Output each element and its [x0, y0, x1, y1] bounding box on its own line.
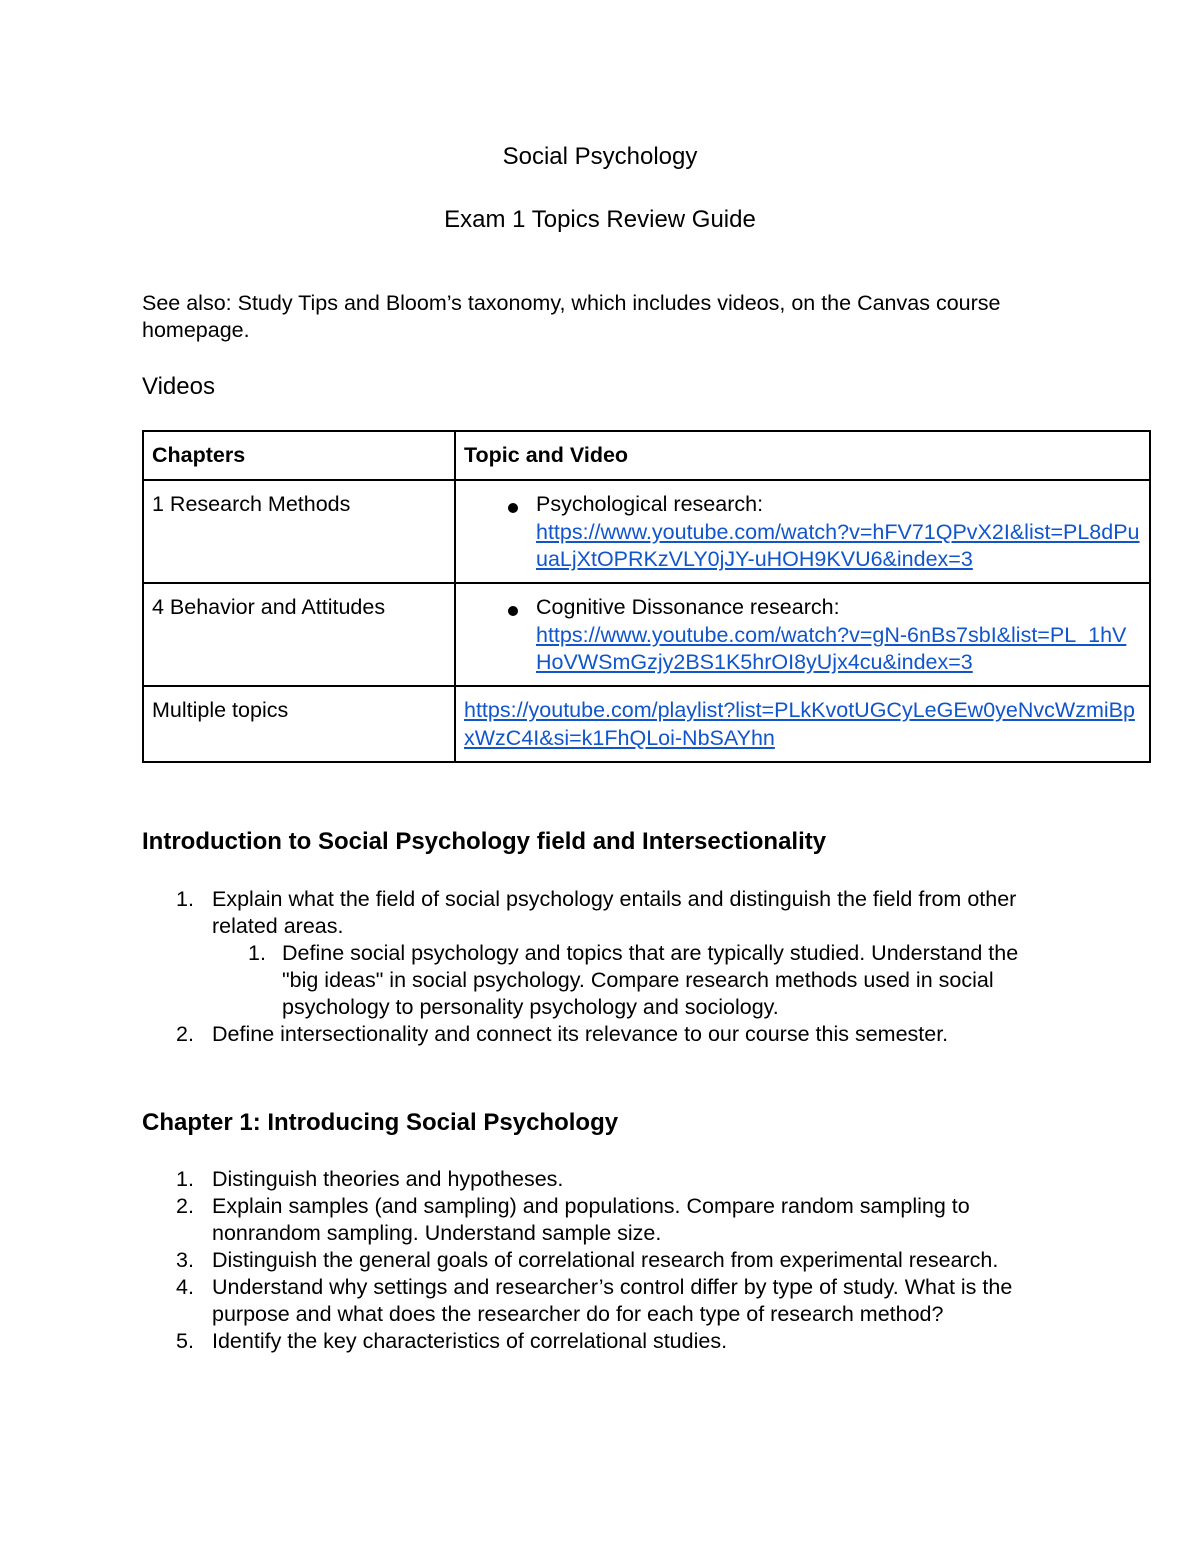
sub-list — [212, 940, 1052, 1021]
section-heading-intro: Introduction to Social Psychology field and Intersectionality — [142, 828, 827, 855]
topic-cell — [455, 686, 1150, 762]
list-number: 1. — [176, 1167, 194, 1191]
list-item — [142, 1274, 1052, 1328]
list-item-text: Define social psychology and topics that are typically studied. Understand the "big ideas" in social psychology. Compare research methods used in social psychology to personality psychology and sociology. — [282, 941, 1019, 1019]
list-item — [142, 1166, 1052, 1193]
list-item — [142, 886, 1052, 1021]
list-item — [142, 1021, 1052, 1048]
bullet-icon — [508, 503, 518, 513]
list-number: 4. — [176, 1275, 194, 1299]
table-row — [143, 480, 1150, 583]
list-item — [142, 1328, 1052, 1355]
bullet-icon — [508, 606, 518, 616]
list-item-text: Explain what the field of social psychology entails and distinguish the field from other related areas. — [212, 887, 1017, 938]
topic-label: Cognitive Dissonance research: — [536, 595, 840, 619]
table-row — [143, 583, 1150, 686]
list-item-text: Define intersectionality and connect its relevance to our course this semester. — [212, 1022, 949, 1046]
list-item-text: Identify the key characteristics of correlational studies. — [212, 1329, 728, 1353]
document-subtitle: Exam 1 Topics Review Guide — [444, 206, 756, 233]
list-item-text: Understand why settings and researcher’s control differ by type of study. What is the purpose and what does the researcher do for each type of research method? — [212, 1275, 1013, 1326]
document-title: Social Psychology — [502, 143, 698, 170]
videos-heading: Videos — [142, 373, 215, 400]
chapter-cell: 1 Research Methods — [143, 480, 455, 583]
list-number: 1. — [248, 941, 266, 965]
video-link[interactable]: https://www.youtube.com/watch?v=gN-6nBs7sbI&list=PL_1hVHoVWSmGzjy2BS1K5hrOI8yUjx4cu&index=3 — [536, 622, 1127, 674]
table-row — [143, 686, 1150, 762]
list-item — [142, 1247, 1052, 1274]
list-number: 3. — [176, 1248, 194, 1272]
column-header-chapters: Chapters — [143, 431, 455, 480]
list-item — [464, 491, 1141, 574]
list-item — [142, 1193, 1052, 1247]
chapter1-objectives-list — [142, 1166, 1052, 1355]
list-number: 2. — [176, 1194, 194, 1218]
list-number: 1. — [176, 887, 194, 911]
videos-table — [142, 430, 1151, 763]
column-header-topic-video: Topic and Video — [455, 431, 1150, 480]
list-item — [212, 940, 1052, 1021]
video-link[interactable]: https://www.youtube.com/watch?v=hFV71QPvX2I&list=PL8dPuuaLjXtOPRKzVLY0jJY-uHOH9KVU6&index=3 — [536, 519, 1140, 571]
chapter-cell: Multiple topics — [143, 686, 455, 762]
topic-label: Psychological research: — [536, 492, 764, 516]
list-number: 5. — [176, 1329, 194, 1353]
topic-cell — [455, 480, 1150, 583]
intro-paragraph: See also: Study Tips and Bloom’s taxonomy, which includes videos, on the Canvas course homepage. — [142, 291, 1001, 342]
table-header-row — [143, 431, 1150, 480]
intro-objectives-list — [142, 886, 1052, 1048]
list-item-text: Explain samples (and sampling) and populations. Compare random sampling to nonrandom sampling. Understand sample size. — [212, 1194, 970, 1245]
section-heading-chapter1: Chapter 1: Introducing Social Psychology — [142, 1109, 619, 1136]
list-item-text: Distinguish theories and hypotheses. — [212, 1167, 564, 1191]
chapter-cell: 4 Behavior and Attitudes — [143, 583, 455, 686]
playlist-link[interactable]: https://youtube.com/playlist?list=PLkKvotUGCyLeGEw0yeNvcWzmiBpxWzC4I&si=k1FhQLoi-NbSAYhn — [464, 698, 1135, 750]
list-item-text: Distinguish the general goals of correlational research from experimental research. — [212, 1248, 999, 1272]
list-number: 2. — [176, 1022, 194, 1046]
list-item — [464, 594, 1141, 677]
topic-cell — [455, 583, 1150, 686]
